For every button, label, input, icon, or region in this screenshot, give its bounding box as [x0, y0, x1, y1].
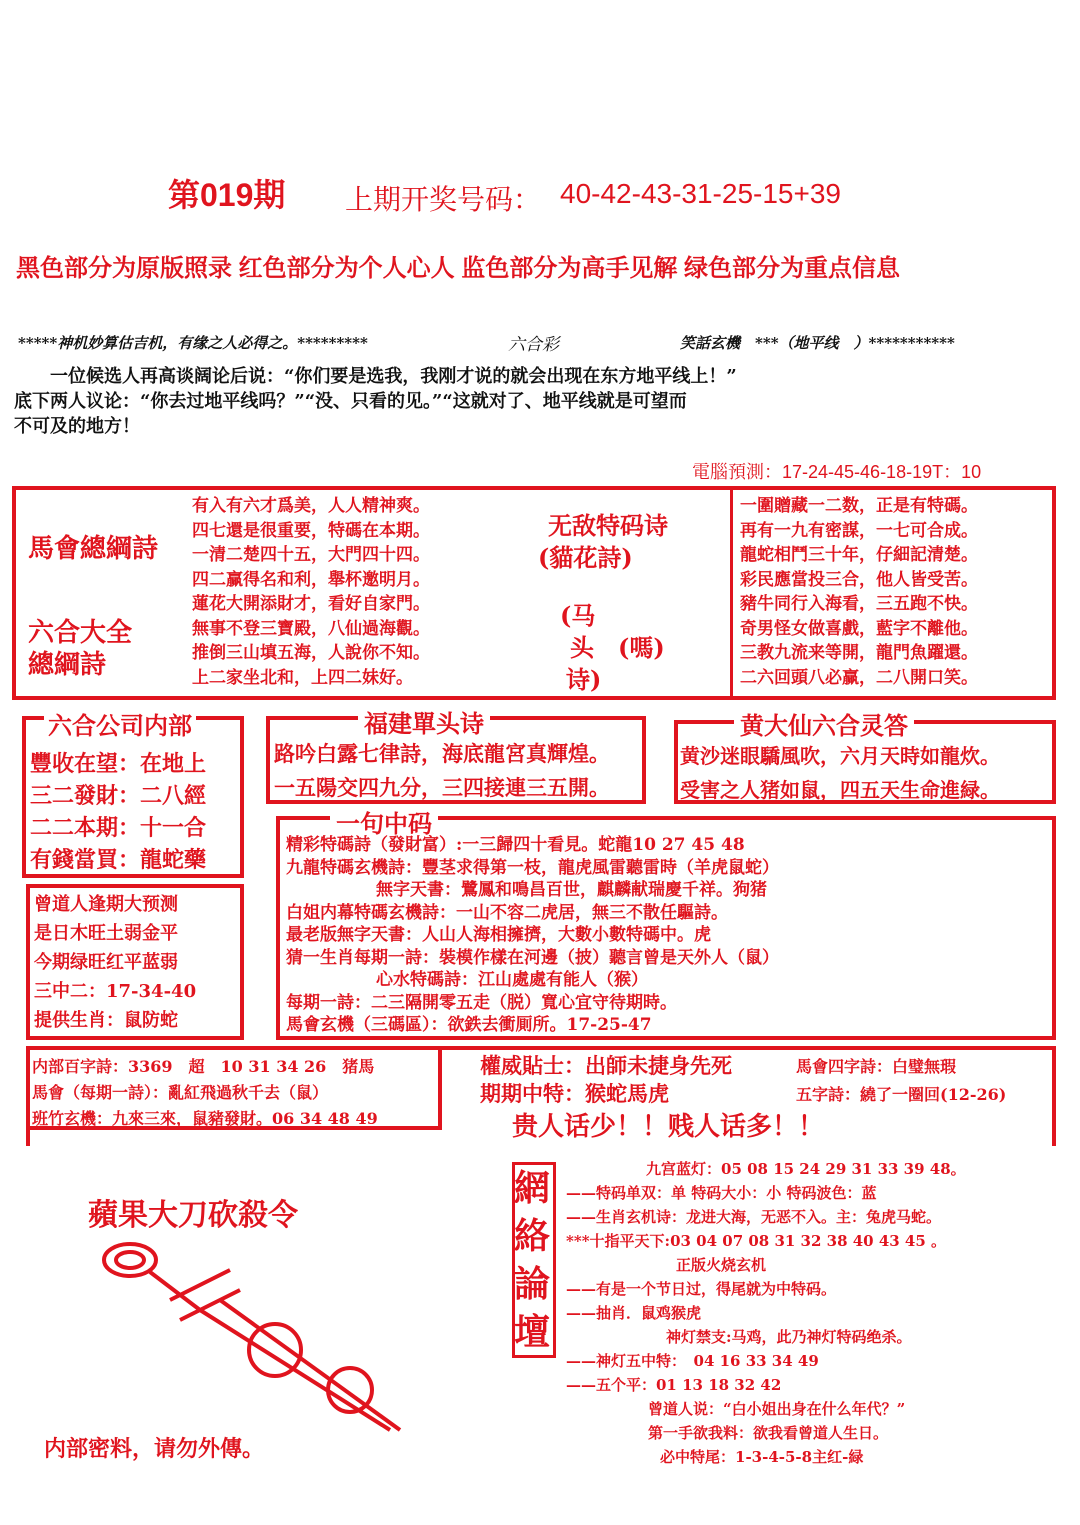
poem-left-line: 蓮花大開添財才，看好自家門。 [192, 594, 430, 614]
prev-draw-label: 上期开奖号码： [345, 184, 542, 215]
poem-mid-title-4: 头 (嗎) [570, 633, 665, 662]
poem-right-line: 三教九流来等開，龍門魚躍還。 [740, 643, 978, 663]
forum-title-char: 絡 [514, 1215, 551, 1257]
poem-left-line: 有入有六才爲美，人人精神爽。 [192, 496, 430, 516]
poem-right-line: 再有一九有密謀，一七可合成。 [740, 520, 978, 541]
riddle-line-2: 底下两人议论：“你去过地平线吗？”“没、只看的见。”“这就对了、地平线就是可望而 [14, 391, 687, 412]
forum-line: 正版火烧玄机 [676, 1256, 767, 1274]
poem-left-line: 一清二楚四十五，大門四十四。 [192, 545, 430, 565]
forum-title-char: 壇 [514, 1311, 551, 1353]
cengdao-row: 提供生肖：鼠防蛇 [34, 1010, 178, 1031]
cengdao-title: 曾道人逢期大预测 [34, 894, 178, 915]
company-row: 有錢當買：龍蛇藥 [30, 847, 207, 873]
forum-title [514, 1164, 550, 1356]
forum-line: ——特码单双：单 特码大小：小 特码波色：蓝 [566, 1184, 877, 1202]
forum-line: 九宫蓝灯：05 08 15 24 29 31 33 39 48。 [646, 1160, 966, 1178]
apple-title: 蘋果大刀砍殺令 [88, 1199, 298, 1232]
company-row: 三二發財：二八經 [30, 783, 207, 809]
secret-notice: 内部密料，请勿外傳。 [44, 1436, 265, 1462]
issue-number: 第019期 [168, 177, 286, 213]
forum-line: 第一手欲我料：欲我看曾道人生日。 [648, 1424, 889, 1442]
poem-title-zonggang: 總綱詩 [28, 650, 107, 680]
computer-forecast: 電腦預測：17-24-45-46-18-19T：10 [692, 462, 982, 482]
fujian-line-2: 一五陽交四九分，三四接連三五開。 [274, 775, 610, 800]
banzhu-line: 班竹玄機：九來三來，鼠豬發財。06 34 48 49 [32, 1109, 378, 1128]
forum-line: ——神灯五中特： 04 16 33 34 49 [566, 1352, 819, 1370]
yiju-line: 無字天書：鷺鳳和鳴昌百世，麒麟献瑞慶千祥。狗猪 [376, 880, 767, 900]
forum-line: ——生肖玄机诗：龙进大海，无恶不入。主：兔虎马蛇。 [566, 1208, 942, 1226]
authority-tip: 權威貼士：出師未捷身先死 [480, 1053, 732, 1078]
poem-mid-title-3: (马 [560, 601, 596, 630]
poem-right-line: 彩民應當投三合，他人皆受苦。 [740, 569, 978, 590]
poem-right-line: 奇男怪女做喜戲，藍字不離他。 [740, 618, 978, 639]
yiju-line: 九龍特碼玄機詩：豐茎求得第一枝，龍虎風雷聽雷時（羊虎鼠蛇） [286, 857, 779, 878]
poem-mid-title-1: 无敌特码诗 [548, 511, 668, 540]
poem-left-line: 無事不登三寶殿，八仙過海觀。 [192, 618, 430, 639]
sword-icon [60, 1230, 420, 1450]
yiju-line: 精彩特碼詩（發財富）:一三歸四十看見。蛇龍10 27 45 48 [286, 835, 745, 855]
yiju-lines [286, 834, 779, 1037]
poem-right-line: 一圍贈藏一二数，正是有特碼。 [740, 496, 978, 516]
cengdao-row: 是日木旺土弱金平 [34, 923, 178, 944]
riddle-head-right: 笑話玄機 ***（地平线 ）*********** [680, 334, 955, 352]
poem-left-line: 四七還是很重要，特碼在本期。 [192, 520, 430, 541]
cengdao-row: 今期绿旺红平蓝弱 [34, 952, 178, 973]
forum-title-char: 網 [514, 1167, 551, 1209]
forum-title-char: 論 [514, 1263, 551, 1305]
poem-mid-title-5: 诗) [566, 665, 602, 694]
forum-line: ——抽肖．鼠鸡猴虎 [566, 1304, 702, 1322]
baizi-line: 内部百字詩：3369 超 10 31 34 26 猪馬 [32, 1057, 375, 1076]
yiju-line: 最老版無字天書：人山人海相擁擠，大數小數特碼中。虎 [286, 925, 711, 945]
fujian-line-1: 路吟白露七律詩，海底龍宮真輝煌。 [274, 741, 610, 766]
poem-title-mahui: 馬會總綱詩 [28, 534, 159, 564]
poem-right-line: 龍蛇相鬥三十年，仔細記清楚。 [740, 545, 978, 565]
wong-line-1: 黄沙迷眼驕風吹，六月天時如龍炊。 [680, 744, 1000, 768]
wong-line-2: 受害之人猪如鼠，四五天生命進緑。 [680, 778, 1000, 802]
company-row: 二二本期：十一合 [30, 815, 207, 841]
forum-line: ——五个平：01 13 18 32 42 [566, 1376, 782, 1394]
poem-right-lines [740, 494, 978, 690]
forum-line: ***十指平天下:03 04 07 08 31 32 38 40 43 45 。 [566, 1232, 947, 1250]
poem-left-lines [192, 494, 430, 690]
cengdao-row: 三中二：17-34-40 [34, 981, 197, 1002]
yiju-line: 每期一詩：二三隔開零五走（脱）寬心宜守待期時。 [286, 992, 677, 1013]
poem-left-line: 四二赢得名和利，舉杯邀明月。 [192, 569, 430, 590]
four-char-poem: 馬會四字詩：白璧無瑕 [796, 1057, 957, 1076]
yiju-line: 白姐内幕特碼玄機詩：一山不容二虎居，無三不散任驅詩。 [286, 902, 728, 923]
riddle-line-1: 一位候选人再高谈阔论后说：“你们要是选我，我刚才说的就会出现在东方地平线上！” [50, 366, 737, 387]
color-legend: 黑色部分为原版照录 红色部分为个人心人 监色部分为高手见解 绿色部分为重点信息 [16, 255, 901, 282]
riddle-line-3: 不可及的地方！ [14, 416, 140, 437]
mahui-line: 馬會（每期一詩）：亂紅飛過秋千去（鼠） [32, 1083, 329, 1102]
riddle-head-mid: 六合彩 [508, 335, 559, 355]
forum-line: 神灯禁支:马鸡，此乃神灯特码绝杀。 [666, 1328, 912, 1346]
poem-mid-title-2: (貓花詩) [538, 543, 633, 572]
slogan: 贵人话少！！贱人话多！！ [512, 1112, 825, 1142]
forum-line: 曾道人说：“白小姐出身在什么年代？” [648, 1400, 906, 1418]
poem-title-liuhe: 六合大全 [28, 618, 133, 648]
yiju-line: 猜一生肖每期一詩：裝模作樣在河邊（披）聽言曾是天外人（鼠） [286, 947, 779, 968]
riddle-head-left: *****神机妙算估吉机，有缘之人必得之。********* [18, 334, 368, 352]
forum-line: 必中特尾：1-3-4-5-8主红-緑 [660, 1448, 864, 1466]
zhong-tip: 期期中特：猴蛇馬虎 [480, 1081, 669, 1106]
cengdao-rows [34, 890, 196, 1035]
yiju-line: 馬會玄機（三碼區）：欲鉄去衝厠所。17-25-47 [286, 1015, 652, 1035]
yiju-line: 心水特碼詩：江山處處有能人（猴） [376, 970, 648, 990]
poem-left-line: 推倒三山填五海，人說你不知。 [192, 643, 430, 663]
company-row: 豐收在望：在地上 [30, 751, 207, 777]
fujian-title: 福建單头诗 [358, 704, 490, 739]
forum-line: ——有是一个节日过，得尾就为中特码。 [566, 1280, 837, 1298]
poem-right-line: 二六回頭八必赢，二八開口笑。 [740, 667, 978, 688]
yiju-title: 一句中码 [330, 804, 438, 839]
poem-right-line: 豬牛同行入海看，三五跑不快。 [740, 594, 978, 614]
poem-left-line: 上二家坐北和，上四二妹好。 [192, 667, 413, 688]
wong-title: 黄大仙六合灵答 [734, 706, 914, 741]
company-title: 六合公司内部 [44, 706, 196, 741]
prev-draw-numbers: 40-42-43-31-25-15+39 [560, 178, 841, 209]
company-rows [30, 748, 206, 876]
five-char-poem: 五字詩：繞了一圈回(12-26) [796, 1085, 1007, 1104]
